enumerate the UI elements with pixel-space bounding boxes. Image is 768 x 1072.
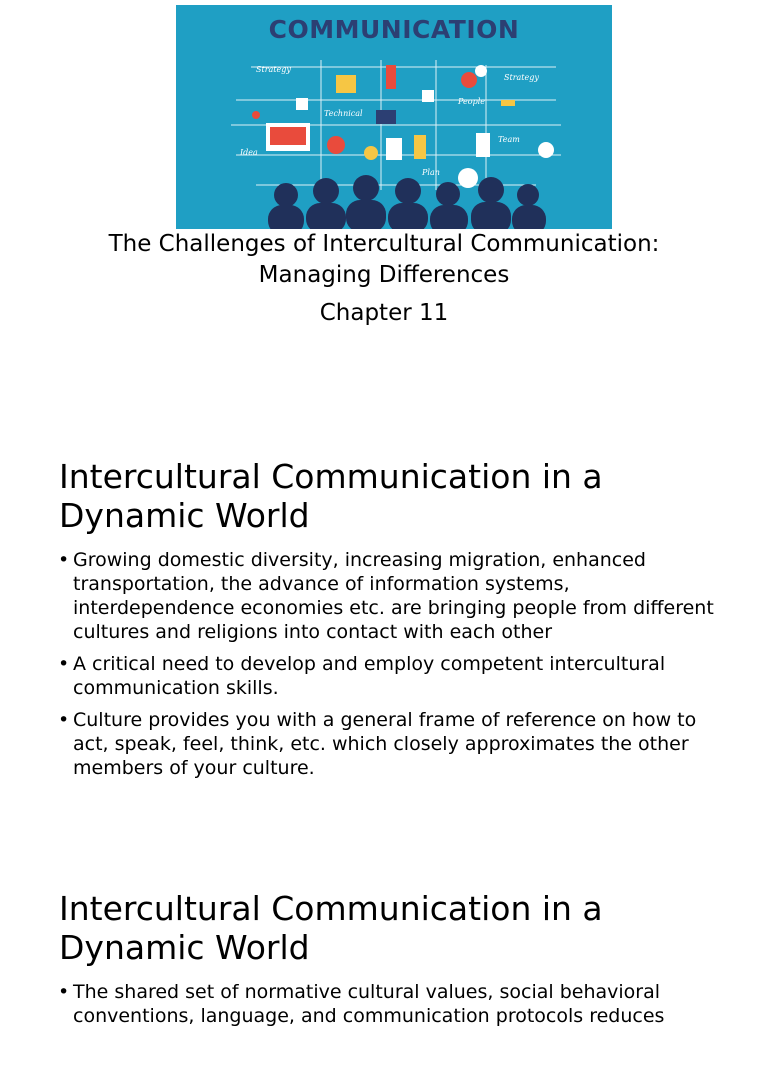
banner-word: People xyxy=(458,97,485,106)
banner-word: Plan xyxy=(422,168,440,177)
banner-word: Strategy xyxy=(256,65,291,74)
content-slide xyxy=(0,872,768,1072)
banner-word: Team xyxy=(498,135,520,144)
bullet-item: • Culture provides you with a general frame of reference on how to act, speak, feel, think, etc. which closely approximates the other members of your culture. xyxy=(58,708,718,780)
content-slide xyxy=(0,440,768,840)
slide-title-line: The Challenges of Intercultural Communication: xyxy=(108,231,660,257)
banner-word: Technical xyxy=(324,109,363,118)
slide-heading: Intercultural Communication in a Dynamic World xyxy=(59,457,603,535)
communication-banner-image xyxy=(176,5,612,229)
banner-word: Strategy xyxy=(504,73,539,82)
communication-illustration xyxy=(176,5,612,229)
bullet-list xyxy=(58,548,718,788)
slide-title xyxy=(0,229,768,291)
slide-subtitle: Chapter 11 xyxy=(319,300,449,326)
bullet-list xyxy=(58,980,718,1036)
banner-title: COMMUNICATION xyxy=(268,15,520,44)
bullet-item: • The shared set of normative cultural values, social behavioral conventions, language, and communication protocols reduces xyxy=(58,980,718,1028)
bullet-item: • Growing domestic diversity, increasing migration, enhanced transportation, the advance of information systems, interdependence economies etc. are bringing people from different cultures and religions into contact with each other xyxy=(58,548,718,644)
bullet-item: • A critical need to develop and employ competent intercultural communication skills. xyxy=(58,652,718,700)
banner-word: Idea xyxy=(240,148,258,157)
slide-heading: Intercultural Communication in a Dynamic World xyxy=(59,889,603,967)
slide-title-line: Managing Differences xyxy=(258,262,510,288)
title-slide xyxy=(0,0,768,400)
